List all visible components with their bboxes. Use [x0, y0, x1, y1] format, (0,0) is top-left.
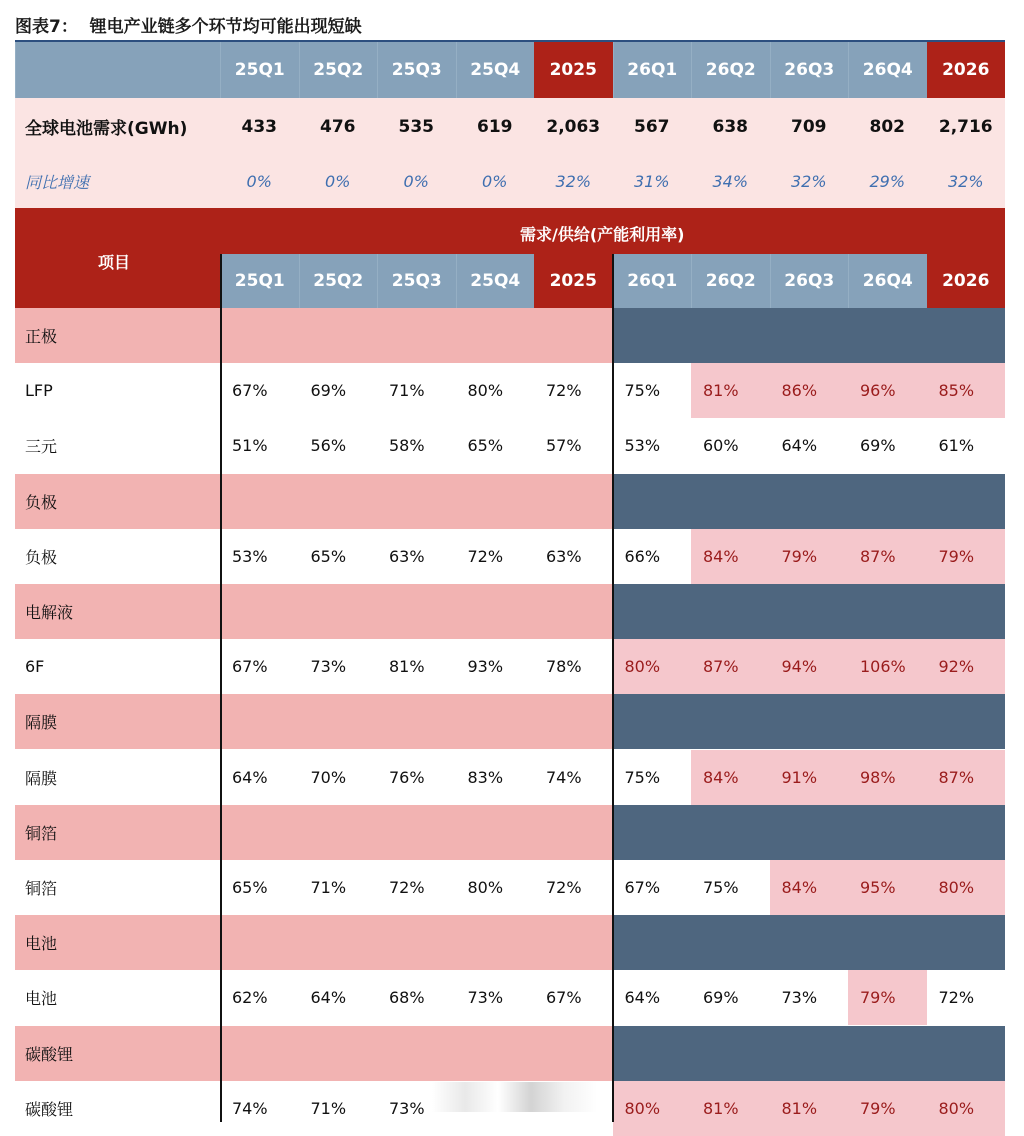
value-cell: 64%	[220, 750, 299, 805]
category-band-cell	[534, 1026, 613, 1081]
value-cell: 62%	[220, 970, 299, 1025]
header-blank-cell	[15, 42, 220, 98]
category-band-cell	[613, 915, 692, 970]
value-cell: 80%	[927, 1081, 1006, 1136]
value-cell: 73%	[299, 639, 378, 694]
category-band-cell	[927, 805, 1006, 860]
value-cell: 79%	[848, 1081, 927, 1136]
row-label: LFP	[15, 363, 220, 418]
category-band-cell	[377, 805, 456, 860]
column-header-26Q4: 26Q4	[848, 42, 927, 98]
category-band-cell	[220, 584, 299, 639]
value-cell: 92%	[927, 639, 1006, 694]
column-header-2026: 2026	[927, 42, 1006, 98]
value-cell: 81%	[691, 1081, 770, 1136]
group-header-demand-supply: 需求/供给(产能利用率)	[520, 225, 685, 244]
sub-column-header-26Q3: 26Q3	[770, 254, 849, 308]
value-cell: 57%	[534, 418, 613, 473]
value-cell: 69%	[691, 970, 770, 1025]
value-cell: 72%	[927, 970, 1006, 1025]
value-cell: 93%	[456, 639, 535, 694]
category-band-cell	[377, 308, 456, 363]
value-cell: 80%	[613, 639, 692, 694]
value-cell: 63%	[534, 529, 613, 584]
growth-value: 34%	[691, 155, 770, 208]
demand-value: 2,063	[534, 98, 613, 155]
category-band-cell	[456, 805, 535, 860]
value-cell: 67%	[220, 363, 299, 418]
sub-column-header-row	[15, 254, 1005, 308]
row-label: 碳酸锂	[15, 1081, 220, 1136]
value-cell: 98%	[848, 750, 927, 805]
growth-value: 29%	[848, 155, 927, 208]
category-band-cell	[377, 1026, 456, 1081]
value-cell: 83%	[456, 750, 535, 805]
category-band-cell	[848, 694, 927, 749]
category-label: 电池	[15, 915, 220, 970]
value-cell: 72%	[456, 529, 535, 584]
category-label: 碳酸锂	[15, 1026, 220, 1081]
value-cell: 86%	[770, 363, 849, 418]
category-band-cell	[534, 474, 613, 529]
row-label: 电池	[15, 970, 220, 1025]
value-cell: 65%	[220, 860, 299, 915]
column-header-25Q4: 25Q4	[456, 42, 535, 98]
category-label: 隔膜	[15, 694, 220, 749]
value-cell: 79%	[848, 970, 927, 1025]
growth-value: 32%	[534, 155, 613, 208]
category-label: 负极	[15, 474, 220, 529]
category-band-cell	[299, 805, 378, 860]
value-cell: 63%	[377, 529, 456, 584]
category-band-cell	[848, 474, 927, 529]
sub-column-header-2026: 2026	[927, 254, 1006, 308]
value-cell: 91%	[770, 750, 849, 805]
category-band-cell	[299, 584, 378, 639]
row-label: 三元	[15, 418, 220, 473]
category-band-cell	[770, 1026, 849, 1081]
category-band-cell	[848, 584, 927, 639]
row-label: 负极	[15, 529, 220, 584]
value-cell: 96%	[848, 363, 927, 418]
value-cell: 84%	[691, 750, 770, 805]
category-band-cell	[927, 1026, 1006, 1081]
category-band-cell	[613, 694, 692, 749]
category-band-cell	[848, 805, 927, 860]
value-cell: 81%	[770, 1081, 849, 1136]
item-column-header: 项目	[98, 253, 131, 272]
category-band-cell	[770, 474, 849, 529]
column-header-25Q1: 25Q1	[220, 42, 299, 98]
category-band-cell	[927, 474, 1006, 529]
category-band-cell	[691, 584, 770, 639]
value-cell: 60%	[691, 418, 770, 473]
table-row	[15, 970, 1005, 1025]
value-cell: 72%	[377, 860, 456, 915]
sub-column-header-25Q4: 25Q4	[456, 254, 535, 308]
category-band-cell	[534, 584, 613, 639]
value-cell: 79%	[770, 529, 849, 584]
category-band-cell	[770, 915, 849, 970]
row-label: 铜箔	[15, 860, 220, 915]
category-row	[15, 1026, 1005, 1081]
growth-row	[15, 155, 1005, 208]
separator-line	[612, 254, 614, 1122]
table-row	[15, 860, 1005, 915]
category-row	[15, 915, 1005, 970]
row-label: 6F	[15, 639, 220, 694]
growth-value: 0%	[299, 155, 378, 208]
value-cell: 71%	[377, 363, 456, 418]
value-cell: 72%	[534, 860, 613, 915]
value-cell: 64%	[770, 418, 849, 473]
table-row	[15, 529, 1005, 584]
column-header-26Q1: 26Q1	[613, 42, 692, 98]
demand-row	[15, 98, 1005, 155]
column-header-row	[15, 42, 1005, 98]
column-header-26Q2: 26Q2	[691, 42, 770, 98]
value-cell: 69%	[848, 418, 927, 473]
demand-label: 全球电池需求(GWh)	[15, 98, 220, 155]
table-row	[15, 750, 1005, 805]
category-row	[15, 584, 1005, 639]
demand-value: 535	[377, 98, 456, 155]
category-band-cell	[534, 805, 613, 860]
category-label: 铜箔	[15, 805, 220, 860]
category-band-cell	[927, 915, 1006, 970]
value-cell: 84%	[770, 860, 849, 915]
value-cell: 106%	[848, 639, 927, 694]
category-band-cell	[534, 915, 613, 970]
category-band-cell	[456, 915, 535, 970]
category-band-cell	[770, 694, 849, 749]
value-cell: 81%	[691, 363, 770, 418]
value-cell: 75%	[691, 860, 770, 915]
category-band-cell	[534, 308, 613, 363]
value-cell: 81%	[377, 639, 456, 694]
column-header-2025: 2025	[534, 42, 613, 98]
value-cell: 75%	[613, 750, 692, 805]
category-band-cell	[848, 1026, 927, 1081]
value-cell: 73%	[377, 1081, 456, 1136]
category-band-cell	[377, 584, 456, 639]
category-band-cell	[927, 694, 1006, 749]
value-cell: 56%	[299, 418, 378, 473]
category-band-cell	[691, 308, 770, 363]
value-cell: 87%	[691, 639, 770, 694]
demand-value: 567	[613, 98, 692, 155]
value-cell: 71%	[299, 860, 378, 915]
value-cell: 69%	[299, 363, 378, 418]
category-band-cell	[220, 694, 299, 749]
category-band-cell	[613, 308, 692, 363]
category-band-cell	[299, 308, 378, 363]
category-band-cell	[691, 805, 770, 860]
growth-value: 32%	[770, 155, 849, 208]
sub-column-header-25Q3: 25Q3	[377, 254, 456, 308]
value-cell: 80%	[613, 1081, 692, 1136]
category-band-cell	[848, 915, 927, 970]
sub-column-header-25Q1: 25Q1	[220, 254, 299, 308]
value-cell: 87%	[927, 750, 1006, 805]
category-band-cell	[691, 694, 770, 749]
chart-title: 图表7： 锂电产业链多个环节均可能出现短缺	[15, 17, 362, 37]
growth-value: 0%	[220, 155, 299, 208]
value-cell: 74%	[220, 1081, 299, 1136]
value-cell: 67%	[534, 970, 613, 1025]
value-cell: 53%	[220, 529, 299, 584]
value-cell: 71%	[299, 1081, 378, 1136]
category-band-cell	[220, 915, 299, 970]
category-band-cell	[770, 805, 849, 860]
demand-value: 709	[770, 98, 849, 155]
row-label: 隔膜	[15, 750, 220, 805]
category-band-cell	[613, 584, 692, 639]
category-label: 正极	[15, 308, 220, 363]
demand-value: 433	[220, 98, 299, 155]
category-band-cell	[299, 474, 378, 529]
category-band-cell	[299, 694, 378, 749]
value-cell: 73%	[770, 970, 849, 1025]
category-band-cell	[927, 308, 1006, 363]
category-band-cell	[613, 474, 692, 529]
growth-value: 0%	[456, 155, 535, 208]
category-band-cell	[691, 1026, 770, 1081]
value-cell: 85%	[927, 363, 1006, 418]
sub-column-header-2025: 2025	[534, 254, 613, 308]
table-row	[15, 418, 1005, 473]
category-row	[15, 805, 1005, 860]
sub-column-header-25Q2: 25Q2	[299, 254, 378, 308]
value-cell: 66%	[613, 529, 692, 584]
category-label: 电解液	[15, 584, 220, 639]
category-band-cell	[848, 308, 927, 363]
category-band-cell	[377, 694, 456, 749]
category-row	[15, 474, 1005, 529]
category-band-cell	[927, 584, 1006, 639]
category-band-cell	[299, 1026, 378, 1081]
separator-line	[220, 254, 222, 1122]
category-band-cell	[456, 584, 535, 639]
category-band-cell	[377, 915, 456, 970]
value-cell: 68%	[377, 970, 456, 1025]
demand-value: 638	[691, 98, 770, 155]
category-band-cell	[456, 1026, 535, 1081]
demand-value: 802	[848, 98, 927, 155]
demand-value: 2,716	[927, 98, 1006, 155]
category-band-cell	[691, 915, 770, 970]
value-cell: 65%	[456, 418, 535, 473]
demand-value: 476	[299, 98, 378, 155]
obscured-region	[432, 1082, 597, 1112]
value-cell: 87%	[848, 529, 927, 584]
growth-value: 32%	[927, 155, 1006, 208]
value-cell: 76%	[377, 750, 456, 805]
column-header-25Q3: 25Q3	[377, 42, 456, 98]
value-cell: 94%	[770, 639, 849, 694]
value-cell: 80%	[927, 860, 1006, 915]
category-row	[15, 308, 1005, 363]
category-row	[15, 694, 1005, 749]
value-cell: 95%	[848, 860, 927, 915]
value-cell: 84%	[691, 529, 770, 584]
value-cell: 80%	[456, 860, 535, 915]
sub-column-header-26Q1: 26Q1	[613, 254, 692, 308]
category-band-cell	[299, 915, 378, 970]
value-cell: 74%	[534, 750, 613, 805]
table-row	[15, 363, 1005, 418]
column-header-26Q3: 26Q3	[770, 42, 849, 98]
category-band-cell	[220, 308, 299, 363]
value-cell: 80%	[456, 363, 535, 418]
category-band-cell	[456, 474, 535, 529]
value-cell: 72%	[534, 363, 613, 418]
value-cell: 73%	[456, 970, 535, 1025]
table-row	[15, 639, 1005, 694]
value-cell: 64%	[613, 970, 692, 1025]
value-cell: 79%	[927, 529, 1006, 584]
value-cell: 58%	[377, 418, 456, 473]
category-band-cell	[377, 474, 456, 529]
sub-header-spacer	[15, 254, 220, 308]
category-band-cell	[691, 474, 770, 529]
category-band-cell	[220, 474, 299, 529]
value-cell: 78%	[534, 639, 613, 694]
category-band-cell	[220, 805, 299, 860]
value-cell: 64%	[299, 970, 378, 1025]
category-band-cell	[770, 584, 849, 639]
growth-label: 同比增速	[15, 155, 220, 208]
value-cell: 61%	[927, 418, 1006, 473]
demand-value: 619	[456, 98, 535, 155]
growth-value: 0%	[377, 155, 456, 208]
category-band-cell	[456, 694, 535, 749]
sub-column-header-26Q4: 26Q4	[848, 254, 927, 308]
value-cell: 70%	[299, 750, 378, 805]
value-cell: 67%	[220, 639, 299, 694]
category-band-cell	[220, 1026, 299, 1081]
value-cell: 65%	[299, 529, 378, 584]
value-cell: 53%	[613, 418, 692, 473]
value-cell: 51%	[220, 418, 299, 473]
category-band-cell	[534, 694, 613, 749]
sub-column-header-26Q2: 26Q2	[691, 254, 770, 308]
category-band-cell	[456, 308, 535, 363]
category-band-cell	[613, 805, 692, 860]
category-band-cell	[613, 1026, 692, 1081]
value-cell: 67%	[613, 860, 692, 915]
column-header-25Q2: 25Q2	[299, 42, 378, 98]
growth-value: 31%	[613, 155, 692, 208]
value-cell: 75%	[613, 363, 692, 418]
category-band-cell	[770, 308, 849, 363]
